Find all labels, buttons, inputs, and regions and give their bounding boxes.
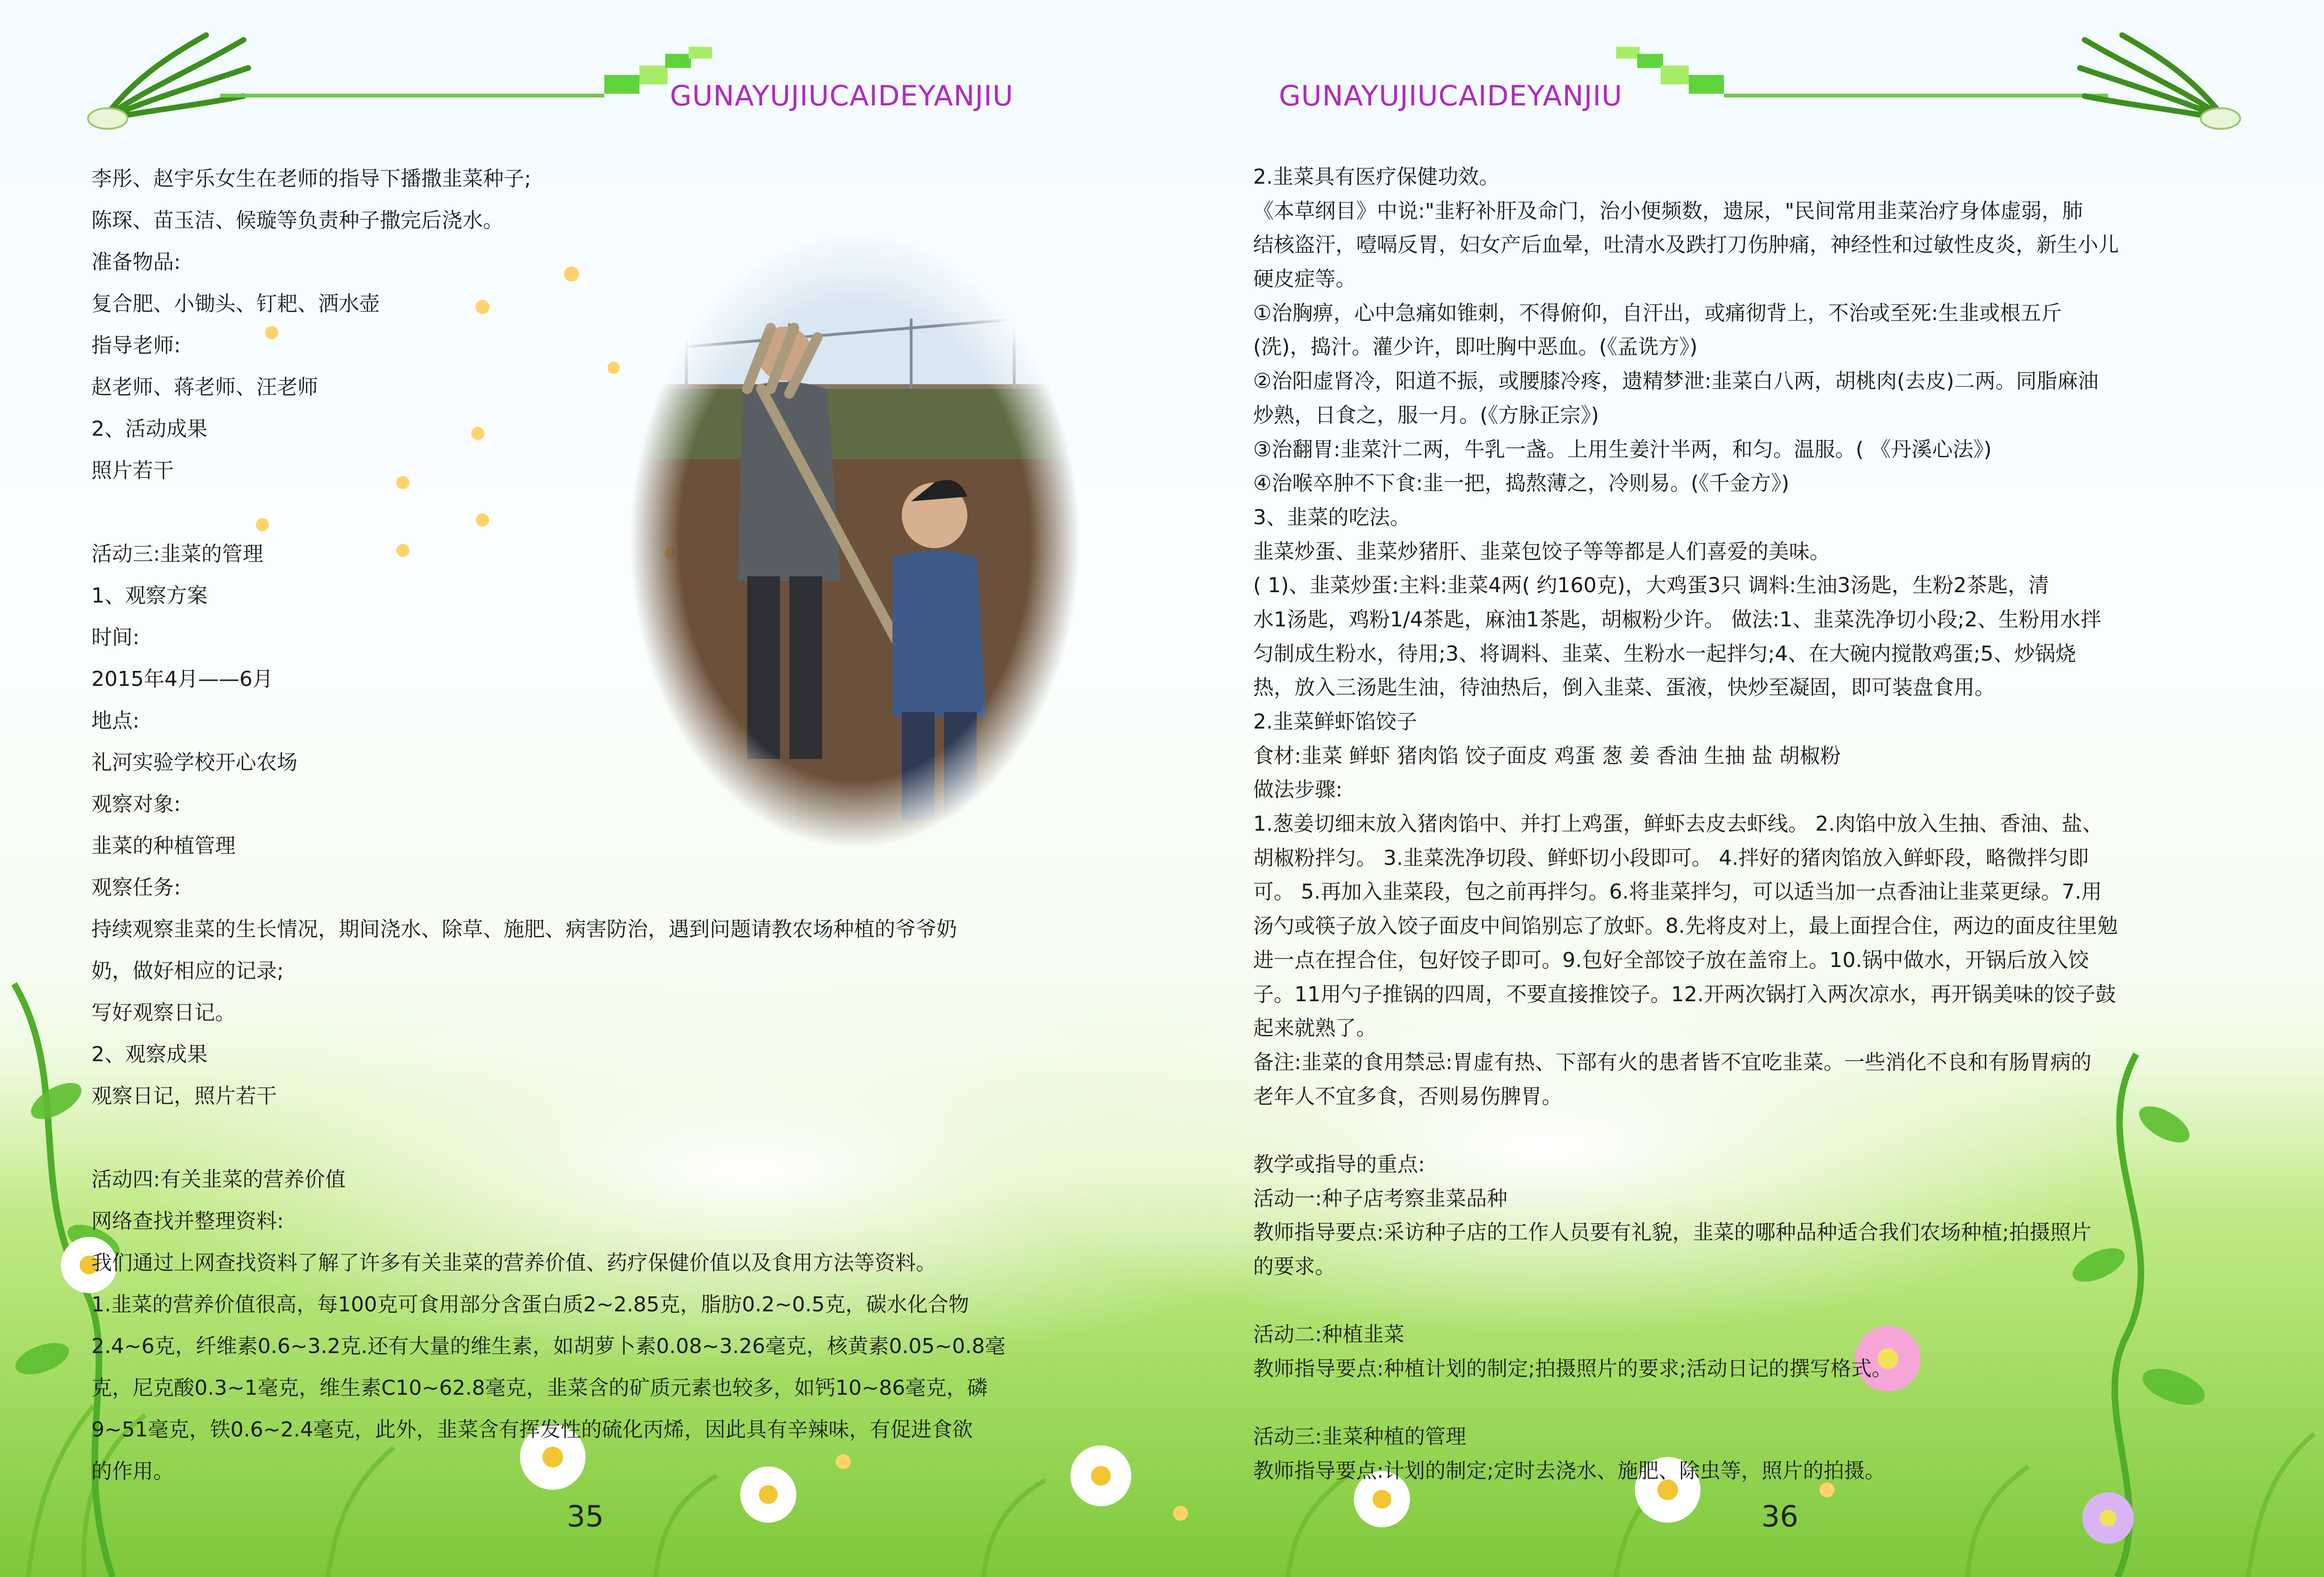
text-line: 匀制成生粉水，待用;3、将调料、韭菜、生粉水一起拌匀;4、在大碗内搅散鸡蛋;5、炒锅烧 (1253, 641, 2076, 666)
text-line: 观察对象: (91, 792, 181, 816)
header-rule (1724, 94, 2108, 97)
text-line: 照片若干 (91, 459, 174, 483)
text-line: 韭菜炒蛋、韭菜炒猪肝、韭菜包饺子等等都是人们喜爱的美味。 (1253, 539, 1830, 564)
section-heading: 教学或指导的重点: (1253, 1152, 1425, 1176)
text-line: 我们通过上网查找资料了解了许多有关韭菜的营养价值、药疗保健价值以及食用方法等资料。 (91, 1251, 936, 1275)
section-heading: 活动三:韭菜的管理 (91, 542, 263, 566)
header-block (665, 54, 691, 68)
chive-bundle-icon (2075, 26, 2244, 134)
text-line: 教师指导要点:采访种子店的工作人员要有礼貌，韭菜的哪种品种适合我们农场种植;拍摄照片 (1253, 1220, 2092, 1245)
text-line: 炒熟，日食之，服一月。(《方脉正宗》) (1253, 403, 1599, 427)
text-line: 起来就熟了。 (1253, 1016, 1377, 1041)
text-line: 2.韭菜具有医疗保健功效。 (1253, 165, 1500, 189)
text-line: ②治阳虚肾冷，阳道不振，或腰膝冷疼，遗精梦泄:韭菜白八两，胡桃肉(去皮)二两。同脂麻油 (1253, 369, 2099, 394)
text-line: 观察任务: (91, 876, 181, 900)
text-line: 水1汤匙，鸡粉1/4茶匙，麻油1茶匙，胡椒粉少许。 做法:1、韭菜洗净切小段;2、生粉用水拌 (1253, 607, 2101, 632)
text-line: 食材:韭菜 鲜虾 猪肉馅 饺子面皮 鸡蛋 葱 姜 香油 生抽 盐 胡椒粉 (1253, 744, 1841, 768)
text-line (1253, 1284, 2119, 1318)
header-block (689, 47, 712, 59)
text-line: 结核盗汗，噎嗝反胃，妇女产后血晕，吐清水及跌打刀伤肿痛，神经性和过敏性皮炎，新生小儿 (1253, 233, 2119, 257)
text-line: ( 1)、韭菜炒蛋:主料:韭菜4两( 约160克)，大鸡蛋3只 调料:生油3汤匙，生粉2茶匙，清 (1253, 573, 2049, 598)
text-line: 克，尼克酸0.3~1毫克，维生素C10~62.8毫克，韭菜含的矿质元素也较多，如钙10~86毫克，磷 (91, 1376, 988, 1400)
running-title-right: GUNAYUJIUCAIDEYANJIU (1279, 80, 1623, 112)
text-line (1253, 1386, 2119, 1421)
page-number-right: 36 (1761, 1499, 1798, 1533)
text-line: 指导老师: (91, 334, 181, 357)
text-line: 网络查找并整理资料: (91, 1209, 284, 1233)
text-line: 1.韭菜的营养价值很高，每100克可食用部分含蛋白质2~2.85克，脂肪0.2~0.5克，碳水化合物 (91, 1293, 969, 1317)
text-line: 教师指导要点:种植计划的制定;拍摄照片的要求;活动日记的撰写格式。 (1253, 1357, 1893, 1381)
text-line: 2.韭菜鲜虾馅饺子 (1253, 710, 1417, 734)
text-line: 活动二:种植韭菜 (1253, 1323, 1404, 1347)
left-page-body (91, 158, 1005, 1492)
text-line: 时间: (91, 625, 140, 649)
text-line: 奶，做好相应的记录; (91, 959, 284, 983)
text-line (91, 1117, 1005, 1159)
page-number-left: 35 (567, 1499, 604, 1533)
header-block (1661, 66, 1689, 84)
header-block (1616, 47, 1640, 59)
right-page (1162, 0, 2324, 1577)
text-line: 9~51毫克，铁0.6~2.4毫克，此外，韭菜含有挥发性的硫化丙烯，因此具有辛辣味，有促进食欲 (91, 1418, 973, 1442)
text-line: 2.4~6克，纤维素0.6~3.2克.还有大量的维生素，如胡萝卜素0.08~3.26毫克，核黄素0.05~0.8毫 (91, 1334, 1006, 1358)
text-line: 的要求。 (1253, 1255, 1336, 1279)
text-line: 进一点在捏合住，包好饺子即可。9.包好全部饺子放在盖帘上。10.锅中做水，开锅后放入饺 (1253, 948, 2089, 972)
text-line: 2、观察成果 (91, 1042, 208, 1066)
text-line: 礼河实验学校开心农场 (91, 751, 297, 774)
section-heading: 活动四:有关韭菜的营养价值 (91, 1168, 346, 1191)
text-line: 硬皮症等。 (1253, 267, 1356, 291)
right-page-body (1253, 160, 2119, 1488)
text-line: 2、活动成果 (91, 417, 208, 441)
text-line: 准备物品: (91, 250, 181, 274)
text-line: ③治翻胃:韭菜汁二两，牛乳一盏。上用生姜汁半两，和匀。温服。( 《丹溪心法》) (1253, 437, 1992, 461)
text-line (91, 491, 1005, 533)
running-title-left: GUNAYUJIUCAIDEYANJIU (670, 80, 1014, 112)
text-line: 汤勺或筷子放入饺子面皮中间馅别忘了放虾。8.先将皮对上，最上面捏合住，两边的面皮往里勉 (1253, 914, 2118, 938)
text-line: 教师指导要点:计划的制定;定时去浇水、施肥、除虫等，照片的拍摄。 (1253, 1459, 1886, 1483)
header-block (604, 75, 639, 94)
text-line: 备注:韭菜的食用禁忌:胃虚有热、下部有火的患者皆不宜吃韭菜。一些消化不良和有肠胃病的 (1253, 1050, 2092, 1074)
text-line: 持续观察韭菜的生长情况，期间浇水、除草、施肥、病害防治，遇到问题请教农场种植的爷爷奶 (91, 917, 957, 941)
text-line: 可。 5.再加入韭菜段，包之前再拌匀。6.将韭菜拌匀，可以适当加一点香油让韭菜更绿。7.用 (1253, 880, 2102, 904)
text-line: 热，放入三汤匙生油，待油热后，倒入韭菜、蛋液，快炒至凝固，即可装盘食用。 (1253, 676, 1995, 700)
text-line: 陈琛、苗玉洁、候璇等负责种子撒完后浇水。 (91, 208, 504, 232)
text-line: 写好观察日记。 (91, 1001, 236, 1025)
text-line: 活动一:种子店考察韭菜品种 (1253, 1186, 1507, 1211)
header-block (1637, 54, 1663, 68)
chive-bundle-icon (84, 26, 253, 134)
text-line: 子。11用勺子推锅的四周，不要直接推饺子。12.开两次锅打入两次凉水，再开锅美味的饺子鼓 (1253, 982, 2116, 1006)
text-line: 2015年4月——6月 (91, 667, 273, 691)
header-block (639, 66, 668, 84)
text-line: 李彤、赵宇乐女生在老师的指导下播撒韭菜种子; (91, 167, 531, 191)
text-line: (洗)，捣汁。灌少许，即吐胸中恶血。(《孟诜方》) (1253, 335, 1698, 359)
text-line: 3、韭菜的吃法。 (1253, 505, 1411, 529)
text-line: ④治喉卒肿不下食:韭一把，捣熬薄之，冷则易。(《千金方》) (1253, 471, 1789, 496)
text-line: 的作用。 (91, 1459, 174, 1483)
text-line: 《本草纲目》中说:"韭籽补肝及命门，治小便频数，遗尿，"民间常用韭菜治疗身体虚弱，肺 (1253, 199, 2083, 223)
text-line: 韭菜的种植管理 (91, 834, 236, 858)
text-line: 观察日记，照片若干 (91, 1084, 277, 1108)
text-line: 胡椒粉拌匀。 3.韭菜洗净切段、鲜虾切小段即可。 4.拌好的猪肉馅放入鲜虾段，略微拌匀即 (1253, 846, 2089, 870)
text-line: 赵老师、蒋老师、汪老师 (91, 375, 318, 399)
header-block (1689, 75, 1724, 94)
text-line: 1.葱姜切细末放入猪肉馅中、并打上鸡蛋，鲜虾去皮去虾线。 2.肉馅中放入生抽、香油、盐、 (1253, 812, 2103, 836)
text-line: 地点: (91, 709, 140, 733)
text-line: 复合肥、小锄头、钉耙、洒水壶 (91, 292, 380, 316)
header-rule (220, 94, 604, 97)
text-line: 做法步骤: (1253, 778, 1343, 802)
text-line: 活动三:韭菜种植的管理 (1253, 1425, 1466, 1449)
text-line: 老年人不宜多食，否则易伤脾胃。 (1253, 1084, 1562, 1108)
text-line (1253, 1114, 2119, 1148)
text-line: 1、观察方案 (91, 584, 208, 608)
text-line: ①治胸痹，心中急痛如锥刺，不得俯仰，自汗出，或痛彻背上，不治或至死:生韭或根五斤 (1253, 301, 2062, 325)
